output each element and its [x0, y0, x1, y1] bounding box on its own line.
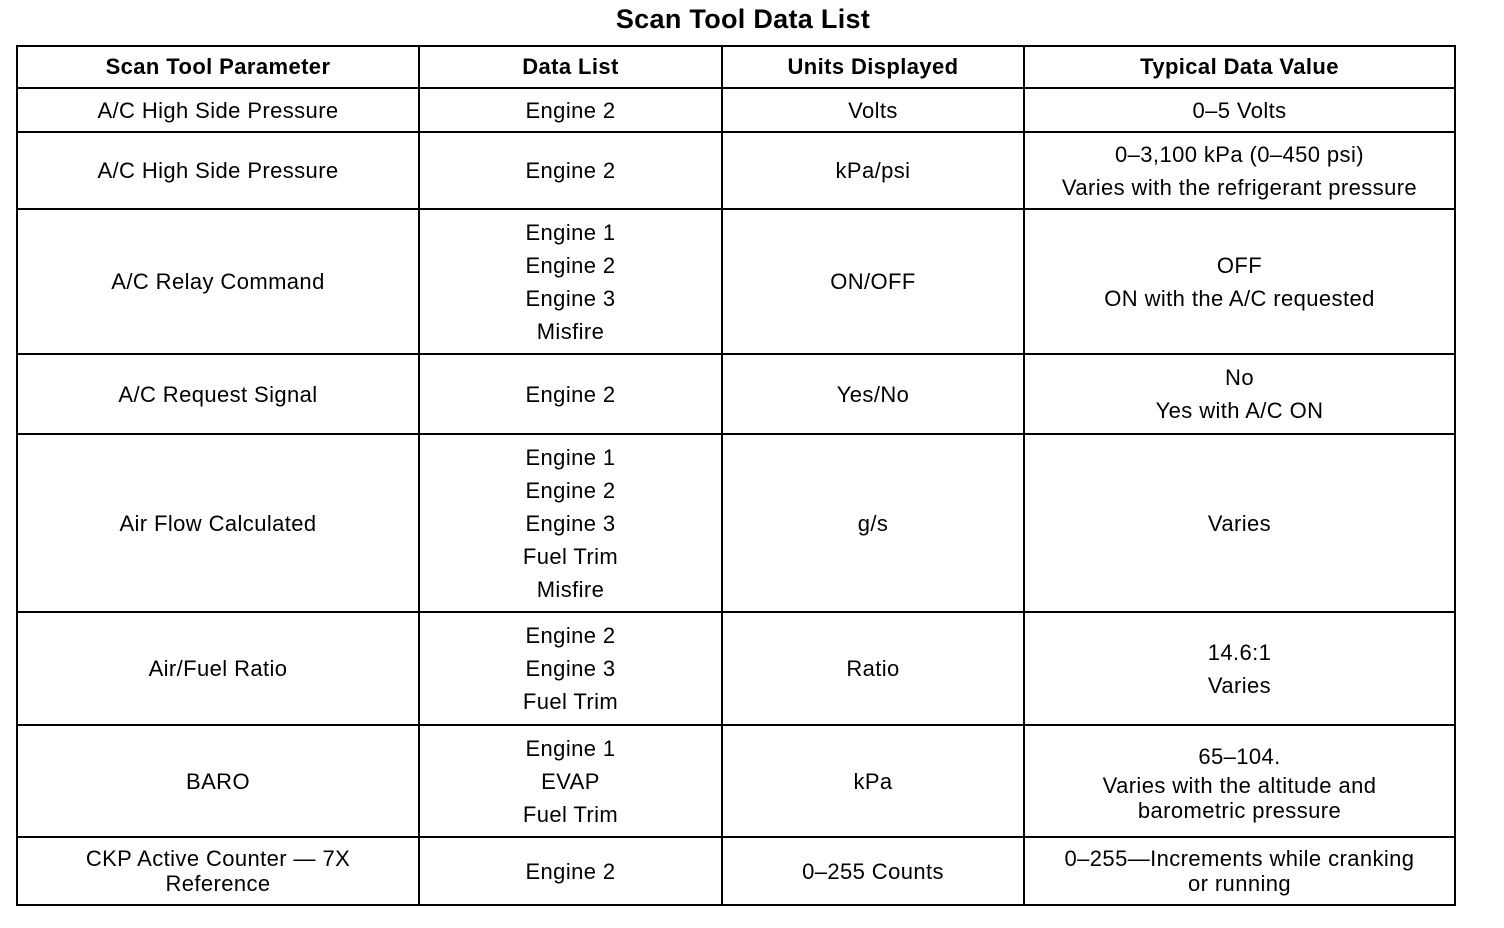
typical-value-cell — [1024, 434, 1455, 612]
parameter-text: A/C Relay Command — [111, 269, 325, 294]
units-cell: ON/OFF — [722, 209, 1024, 354]
page-title: Scan Tool Data List — [615, 4, 871, 34]
typical-value-text: Varies — [1207, 510, 1272, 536]
header-units-displayed: Units Displayed — [722, 46, 1024, 88]
header-scan-tool-parameter: Scan Tool Parameter — [17, 46, 419, 88]
typical-value-text: Varies with the refrigerant pressure — [1061, 174, 1418, 200]
data-list-text: Engine 1 — [525, 219, 616, 245]
data-list-cell — [419, 725, 722, 837]
parameter-cell — [17, 612, 419, 725]
parameter-text: Reference — [165, 871, 271, 896]
units-cell: Volts — [722, 88, 1024, 132]
typical-value-text: 14.6:1 — [1207, 639, 1272, 665]
parameter-text: CKP Active Counter — 7X — [85, 846, 351, 871]
data-list-cell — [419, 434, 722, 612]
typical-value-text: Varies with the altitude and — [1102, 772, 1377, 798]
data-list-cell — [419, 209, 722, 354]
table-row — [17, 354, 1455, 434]
parameter-cell — [17, 354, 419, 434]
data-list-cell — [419, 354, 722, 434]
parameter-cell — [17, 209, 419, 354]
parameter-text: A/C Request Signal — [118, 381, 318, 407]
table-row — [17, 434, 1455, 612]
typical-value-text: 0–5 Volts — [1192, 97, 1287, 123]
typical-value-cell — [1024, 725, 1455, 837]
parameter-cell — [17, 434, 419, 612]
typical-value-text: OFF — [1216, 252, 1263, 278]
data-list-text: Engine 1 — [525, 735, 616, 761]
data-list-text: Engine 2 — [525, 381, 616, 407]
typical-value-text: 0–3,100 kPa (0–450 psi) — [1115, 141, 1364, 167]
table-row — [17, 725, 1455, 837]
parameter-text: Air Flow Calculated — [119, 510, 317, 536]
parameter-cell — [17, 132, 419, 209]
typical-value-cell — [1024, 837, 1455, 905]
data-list-text: Engine 2 — [525, 158, 616, 183]
header-row — [17, 46, 1455, 88]
data-list-text: Engine 3 — [525, 656, 616, 681]
data-list-text: Misfire — [536, 318, 605, 344]
parameter-text: A/C High Side Pressure — [97, 158, 339, 183]
header-typical-data-value: Typical Data Value — [1024, 46, 1455, 88]
data-list-text: Engine 2 — [525, 252, 616, 278]
units-cell: Yes/No — [722, 354, 1024, 434]
typical-value-text: Varies — [1207, 672, 1272, 698]
table-row — [17, 837, 1455, 905]
data-list-cell — [419, 612, 722, 725]
data-list-text: Fuel Trim — [522, 689, 619, 714]
units-cell: kPa/psi — [722, 132, 1024, 209]
table-row — [17, 88, 1455, 132]
parameter-text: A/C High Side Pressure — [97, 97, 339, 123]
typical-value-text: or running — [1187, 871, 1292, 896]
units-cell: g/s — [722, 434, 1024, 612]
typical-value-text: No — [1225, 365, 1254, 390]
data-list-text: Fuel Trim — [522, 801, 619, 827]
typical-value-cell — [1024, 612, 1455, 725]
data-list-text: Engine 2 — [525, 97, 616, 123]
data-list-text: Engine 2 — [525, 477, 616, 503]
data-list-cell — [419, 132, 722, 209]
parameter-cell — [17, 837, 419, 905]
typical-value-cell — [1024, 209, 1455, 354]
data-list-text: Engine 2 — [525, 858, 616, 884]
data-list-text: Misfire — [536, 576, 605, 602]
typical-value-cell — [1024, 88, 1455, 132]
data-list-text: Engine 3 — [525, 285, 616, 311]
parameter-text: Air/Fuel Ratio — [148, 656, 288, 681]
data-list-text: Engine 1 — [525, 444, 616, 470]
typical-value-cell — [1024, 132, 1455, 209]
header-data-list: Data List — [419, 46, 722, 88]
typical-value-text: Yes with A/C ON — [1155, 398, 1324, 423]
typical-value-text: ON with the A/C requested — [1104, 285, 1375, 311]
data-list-cell — [419, 88, 722, 132]
units-cell: 0–255 Counts — [722, 837, 1024, 905]
units-cell: kPa — [722, 725, 1024, 837]
parameter-cell — [17, 88, 419, 132]
typical-value-cell — [1024, 354, 1455, 434]
data-list-text: Fuel Trim — [522, 543, 619, 569]
data-list-text: EVAP — [541, 768, 600, 794]
table-row — [17, 612, 1455, 725]
typical-value-text: 65–104. — [1198, 743, 1281, 769]
parameter-text: BARO — [186, 768, 250, 794]
data-list-text: Engine 2 — [525, 623, 616, 648]
typical-value-text: barometric pressure — [1137, 797, 1342, 823]
table-row — [17, 132, 1455, 209]
data-list-cell — [419, 837, 722, 905]
units-cell: Ratio — [722, 612, 1024, 725]
table-row — [17, 209, 1455, 354]
data-list-text: Engine 3 — [525, 510, 616, 536]
scan-tool-data-table — [16, 45, 1456, 906]
parameter-cell — [17, 725, 419, 837]
typical-value-text: 0–255—Increments while cranking — [1064, 846, 1415, 871]
